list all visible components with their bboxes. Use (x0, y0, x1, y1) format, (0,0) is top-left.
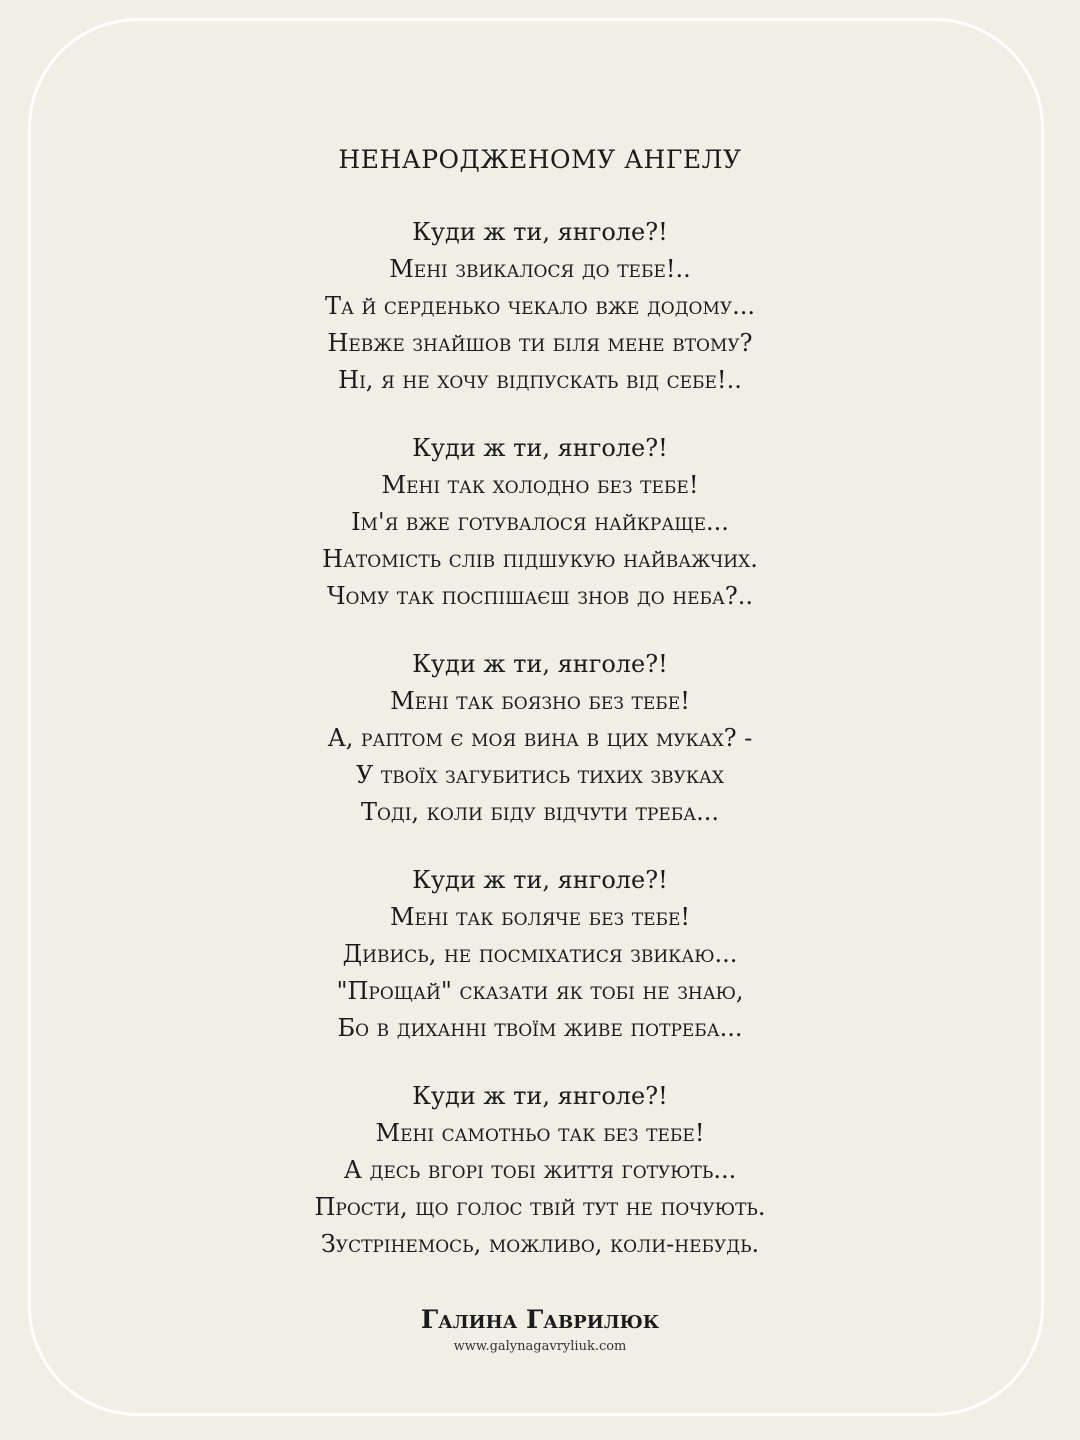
poem-line: Ні, я не хочу відпускать від себе!.. (338, 366, 742, 394)
poem-line: Куди ж ти, янголе?! (412, 1082, 668, 1110)
poem-line: Тоді, коли біду відчути треба... (360, 798, 720, 826)
poem-line: "Прощай" сказати як тобі не знаю, (336, 977, 744, 1005)
poem-line: Мені так боляче без тебе! (389, 903, 691, 931)
poem-line: Мені звикалося до тебе!.. (389, 255, 691, 283)
stanza-5 (0, 1078, 1080, 1263)
poem-line: Бо в диханні твоїм живе потреба... (337, 1014, 743, 1042)
poem-line: Куди ж ти, янголе?! (412, 866, 668, 894)
stanza-4 (0, 862, 1080, 1047)
poem-line: А, раптом є моя вина в цих муках? - (327, 724, 753, 752)
stanza-1 (0, 214, 1080, 399)
author-name: Галина Гаврилюк (420, 1305, 660, 1334)
poem-line: Мені так холодно без тебе! (381, 471, 699, 499)
poem-line: Мені самотньо так без тебе! (375, 1119, 705, 1147)
poem-line: Прости, що голос твій тут не почують. (314, 1193, 766, 1221)
poem-line: Куди ж ти, янголе?! (412, 434, 668, 462)
stanza-2 (0, 430, 1080, 615)
poem-line: Зустрінемось, можливо, коли-небудь. (320, 1230, 760, 1258)
poem-line: А десь вгорі тобі життя готують... (343, 1156, 737, 1184)
poem-line: Натомість слів підшукую найважчих. (322, 545, 758, 573)
poem-line: Дивись, не посміхатися звикаю... (342, 940, 738, 968)
poem-line: Невже знайшов ти біля мене втому? (327, 329, 753, 357)
poem-line: Чому так поспішаєш знов до неба?.. (326, 582, 753, 610)
poem-line: Куди ж ти, янголе?! (412, 650, 668, 678)
poem-line: Ім'я вже готувалося найкраще... (351, 508, 729, 536)
poem-line: Мені так боязно без тебе! (390, 687, 690, 715)
stanza-3 (0, 646, 1080, 831)
author-website: www.galynagavryliuk.com (453, 1339, 627, 1354)
poem-content (0, 140, 1080, 1355)
poem-title: НЕНАРОДЖЕНОМУ АНГЕЛУ (338, 145, 742, 174)
poem-line: У твоїх загубитись тихих звуках (355, 761, 725, 789)
poem-line: Куди ж ти, янголе?! (412, 218, 668, 246)
poem-line: Та й серденько чекало вже додому... (324, 292, 756, 320)
